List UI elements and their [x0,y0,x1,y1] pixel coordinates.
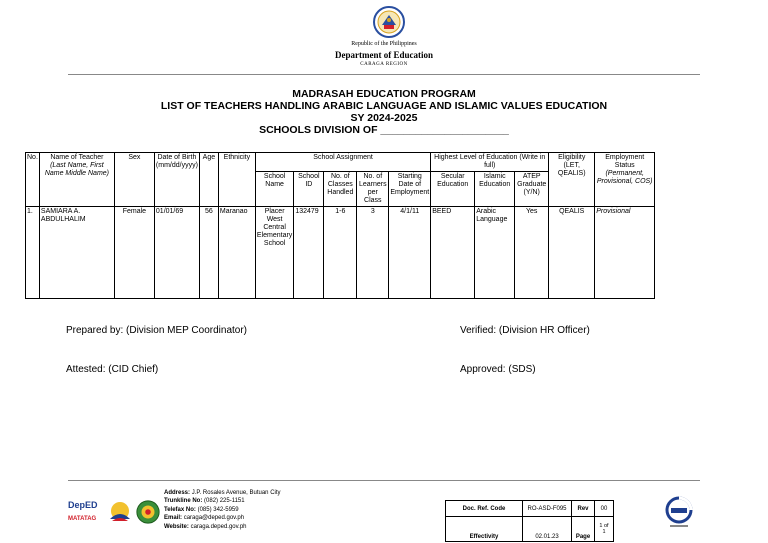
cell-secular: BEED [431,207,475,299]
telefax-label: Telefax No: [164,506,196,513]
header-learners: No. of Learners per Class [357,172,389,207]
page-value: 1 of 1 [595,517,614,542]
header-ethnicity: Ethnicity [218,153,255,207]
contact-address [164,489,281,497]
cell-employment: Provisional [595,207,655,299]
telefax-value: (085) 342-5959 [197,506,239,513]
approved-by: Approved: (SDS) [460,364,536,375]
header-name [39,153,114,207]
header-school-assignment: School Assignment [255,153,430,172]
title-line-4: SCHOOLS DIVISION OF ______________________ [259,124,509,136]
cell-atep: Yes [515,207,549,299]
header-dob: Date of Birth (mm/dd/yyyy) [154,153,199,207]
doc-ref-value: RO-ASD-F095 [523,501,572,517]
deped-seal-icon [373,6,405,38]
attested-by: Attested: (CID Chief) [66,364,159,375]
address-label: Address: [164,490,191,496]
cell-no: 1. [26,207,40,299]
trunkline-value: (082) 225-1151 [204,498,245,505]
effectivity-label: Effectivity [446,517,523,542]
header-education: Highest Level of Education (Write in full) [431,153,549,172]
document-reference-table [445,500,614,542]
cell-sex: Female [114,207,154,299]
header-school-id: School ID [294,172,324,207]
header-sex: Sex [114,153,154,207]
header-employment-note: (Permanent, Provisional, COS) [596,170,653,185]
bagong-pilipinas-icon [106,499,134,527]
deped-logo-text: DepED [68,500,98,510]
header-classes: No. of Classes Handled [324,172,357,207]
header-eligibility-note: (LET, QEALIS) [557,162,586,177]
header-employment [595,153,655,207]
department-name: Department of Education [335,50,433,60]
header-islamic: Islamic Education [475,172,515,207]
teachers-table [25,152,655,299]
prepared-by: Prepared by: (Division MEP Coordinator) [66,325,248,336]
cell-eligibility: QEALIS [549,207,595,299]
trunkline-label: Trunkline No: [164,498,203,505]
rev-value: 00 [595,501,614,517]
page-label: Page [572,517,595,542]
cell-school-id: 132479 [294,207,324,299]
header-atep: ATEP Graduate (Y/N) [515,172,549,207]
header-employment-label: Employment Status [605,154,645,169]
footer-divider [68,480,700,481]
title-line-2: LIST OF TEACHERS HANDLING ARABIC LANGUAGE AND ISLAMIC VALUES EDUCATION [160,100,608,112]
effectivity-value: 02.01.23 [523,517,572,542]
header-eligibility-label: Eligibility [558,154,586,161]
website-label: Website: [164,523,189,530]
region-name: CARAGA REGION [360,62,408,67]
matatag-text: MATATAG [68,516,97,522]
cell-age: 56 [199,207,218,299]
title-line-1: MADRASAH EDUCATION PROGRAM [292,88,476,100]
header-name-note: (Last Name, First Name Middle Name) [44,162,109,177]
email-value: caraga@deped.gov.ph [183,515,245,522]
cell-dob: 01/01/69 [154,207,199,299]
header-start-date: Starting Date of Employment [389,172,431,207]
cell-name: SAMIARA A. ABDULHALIM [39,207,114,299]
website-value: caraga.deped.gov.ph [190,523,247,530]
certification-logo-icon [664,496,694,530]
cell-start-date: 4/1/11 [389,207,431,299]
republic-line: Republic of the Philippines [351,41,417,47]
contact-email [164,514,281,522]
header-name-label: Name of Teacher [50,154,104,161]
cell-classes: 1-6 [324,207,357,299]
header-no: No. [26,153,40,207]
contact-telefax [164,506,281,514]
header-secular: Secular Education [431,172,475,207]
regional-seal-icon [135,499,161,525]
deped-logo [68,500,102,528]
header-eligibility [549,153,595,207]
cell-learners: 3 [357,207,389,299]
verified-by: Verified: (Division HR Officer) [460,325,590,336]
address-value: J.P. Rosales Avenue, Butuan City [191,490,281,496]
contact-website [164,523,281,531]
header-school-name: School Name [255,172,293,207]
doc-ref-label: Doc. Ref. Code [446,501,523,517]
table-row [26,207,655,299]
header-divider [68,74,700,75]
title-line-3: SY 2024-2025 [350,112,418,124]
rev-label: Rev [572,501,595,517]
email-label: Email: [164,515,183,522]
header-age: Age [199,153,218,207]
contact-trunkline [164,497,281,505]
contact-info [164,489,281,531]
cell-ethnicity: Maranao [218,207,255,299]
cell-islamic: Arabic Language [475,207,515,299]
cell-school-name: Placer West Central Elementary School [255,207,293,299]
document-title [0,88,768,136]
